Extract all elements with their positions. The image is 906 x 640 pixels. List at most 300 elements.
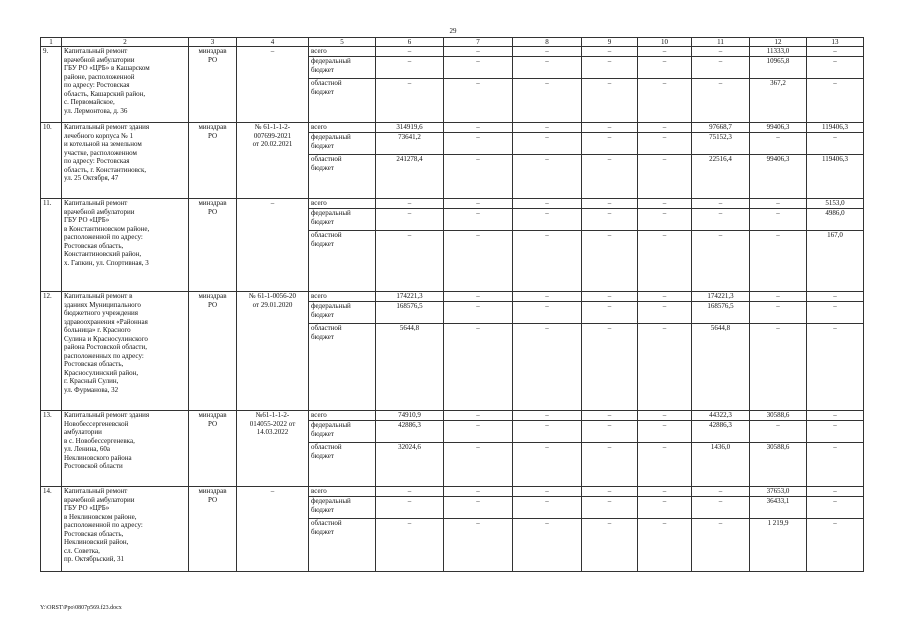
- amount-cell: –: [444, 209, 513, 231]
- amount-cell: –: [582, 487, 638, 497]
- amount-cell: –: [807, 57, 864, 79]
- amount-cell: –: [513, 443, 582, 487]
- amount-cell: –: [513, 421, 582, 443]
- text-line: бюджет: [311, 527, 334, 536]
- amount-cell: –: [444, 155, 513, 199]
- funding-source: [309, 302, 376, 324]
- amount-cell: 10965,8: [750, 57, 807, 79]
- text-line: г. Красный Сулин,: [64, 377, 119, 385]
- amount-cell: –: [750, 231, 807, 292]
- text-line: РО: [207, 55, 218, 64]
- amount-cell: 30588,6: [750, 411, 807, 421]
- text-line: 14.03.2022: [256, 428, 289, 436]
- amount-cell: 167,0: [807, 231, 864, 292]
- amount-cell: –: [638, 209, 692, 231]
- amount-cell: –: [444, 231, 513, 292]
- funding-source: [309, 155, 376, 199]
- text-line: бюджет: [311, 332, 334, 341]
- amount-cell: –: [513, 519, 582, 572]
- funding-source: [309, 487, 376, 497]
- amount-cell: –: [582, 231, 638, 292]
- amount-cell: –: [692, 231, 750, 292]
- amount-cell: –: [582, 123, 638, 133]
- text-line: –: [270, 199, 275, 207]
- text-line: Новобессергеневской: [64, 419, 129, 428]
- text-line: Красносулинский район,: [64, 368, 139, 377]
- header-cell: 2: [62, 38, 189, 47]
- amount-cell: –: [513, 123, 582, 133]
- funding-source: [309, 497, 376, 519]
- text-line: сл. Советка,: [64, 546, 100, 555]
- amount-cell: 367,2: [750, 79, 807, 123]
- text-line: областной: [311, 443, 342, 451]
- amount-cell: –: [444, 302, 513, 324]
- text-line: районе, расположенной: [64, 72, 135, 81]
- amount-cell: –: [807, 47, 864, 57]
- customer: [189, 411, 237, 487]
- amount-cell: 5644,8: [376, 324, 444, 411]
- text-line: федеральный: [311, 302, 351, 310]
- amount-cell: –: [444, 47, 513, 57]
- text-line: бюджет: [311, 141, 334, 150]
- text-line: в Константиновском районе,: [64, 224, 150, 233]
- amount-cell: –: [692, 209, 750, 231]
- expertise-doc: [237, 123, 309, 199]
- amount-cell: 30588,6: [750, 443, 807, 487]
- header-cell: 1: [41, 38, 62, 47]
- amount-cell: –: [807, 519, 864, 572]
- amount-cell: –: [692, 497, 750, 519]
- text-line: ГБУ РО «ЦРБ» в Кашарском: [64, 64, 150, 72]
- text-line: расположенной по адресу:: [64, 233, 143, 241]
- text-line: бюджет: [311, 65, 334, 74]
- object-name: [62, 292, 189, 411]
- amount-cell: –: [582, 411, 638, 421]
- amount-cell: 99406,3: [750, 155, 807, 199]
- text-line: минздрав: [198, 487, 227, 495]
- amount-cell: 4986,0: [807, 209, 864, 231]
- header-cell: 9: [582, 38, 638, 47]
- text-line: областной: [311, 231, 342, 239]
- header-cell: 7: [444, 38, 513, 47]
- amount-cell: –: [376, 79, 444, 123]
- text-line: РО: [207, 495, 218, 504]
- text-line: бюджет: [311, 310, 334, 319]
- text-line: Неклиновский район,: [64, 538, 129, 546]
- amount-cell: –: [582, 519, 638, 572]
- amount-cell: –: [444, 497, 513, 519]
- amount-cell: –: [513, 133, 582, 155]
- amount-cell: 119406,3: [807, 123, 864, 133]
- text-line: областной: [311, 519, 342, 527]
- text-line: ГБУ РО «ЦРБ»: [64, 216, 110, 224]
- funding-source: [309, 421, 376, 443]
- amount-cell: 119406,3: [807, 155, 864, 199]
- text-line: РО: [207, 300, 218, 309]
- table-row: [41, 199, 864, 209]
- table-row: [41, 411, 864, 421]
- amount-cell: –: [582, 57, 638, 79]
- amount-cell: –: [638, 411, 692, 421]
- text-line: всего: [311, 47, 327, 55]
- amount-cell: –: [444, 487, 513, 497]
- funding-source: [309, 79, 376, 123]
- amount-cell: –: [582, 421, 638, 443]
- text-line: пр. Октябрьский, 31: [64, 555, 125, 563]
- file-path-footer: Y:\ORST\Ppo\0807p569.f23.docx: [40, 605, 122, 611]
- text-line: зданиях Муниципального: [64, 300, 141, 309]
- amount-cell: –: [692, 79, 750, 123]
- amount-cell: –: [582, 133, 638, 155]
- amount-cell: –: [638, 133, 692, 155]
- amount-cell: –: [638, 231, 692, 292]
- amount-cell: –: [638, 47, 692, 57]
- text-line: 007699-2021: [253, 131, 292, 140]
- header-cell: 11: [692, 38, 750, 47]
- amount-cell: –: [513, 302, 582, 324]
- object-name: [62, 47, 189, 123]
- text-line: федеральный: [311, 57, 351, 65]
- text-line: № 61-1-0056-20: [249, 292, 296, 300]
- amount-cell: –: [444, 57, 513, 79]
- amount-cell: –: [582, 497, 638, 519]
- amount-cell: –: [444, 421, 513, 443]
- funding-source: [309, 443, 376, 487]
- amount-cell: –: [750, 324, 807, 411]
- amount-cell: 168576,5: [692, 302, 750, 324]
- funding-source: [309, 324, 376, 411]
- amount-cell: –: [582, 292, 638, 302]
- funding-source: [309, 133, 376, 155]
- text-line: федеральный: [311, 209, 351, 217]
- amount-cell: –: [376, 231, 444, 292]
- amount-cell: –: [692, 519, 750, 572]
- amount-cell: –: [692, 47, 750, 57]
- amount-cell: –: [807, 292, 864, 302]
- amount-cell: –: [582, 199, 638, 209]
- amount-cell: –: [376, 487, 444, 497]
- text-line: амбулатории: [64, 428, 102, 436]
- text-line: Ростовская область,: [64, 360, 124, 368]
- amount-cell: –: [807, 79, 864, 123]
- object-name: [62, 123, 189, 199]
- header-cell: 12: [750, 38, 807, 47]
- text-line: минздрав: [198, 123, 227, 131]
- amount-cell: –: [444, 133, 513, 155]
- text-line: Капитальный ремонт: [64, 47, 128, 55]
- text-line: бюджет: [311, 429, 334, 438]
- amount-cell: –: [807, 497, 864, 519]
- text-line: –: [270, 487, 275, 495]
- amount-cell: –: [807, 421, 864, 443]
- text-line: здравоохранения «Районная: [64, 317, 148, 326]
- text-line: ул. Лермонтова, д. 36: [64, 106, 128, 115]
- text-line: бюджет: [311, 217, 334, 226]
- text-line: Ростовская область,: [64, 529, 124, 538]
- header-cell: 8: [513, 38, 582, 47]
- amount-cell: –: [638, 302, 692, 324]
- amount-cell: 168576,5: [376, 302, 444, 324]
- amount-cell: 5644,8: [692, 324, 750, 411]
- text-line: бюджет: [311, 239, 334, 248]
- amount-cell: 99406,3: [750, 123, 807, 133]
- amount-cell: –: [376, 57, 444, 79]
- table-row: [41, 292, 864, 302]
- amount-cell: 42886,3: [692, 421, 750, 443]
- text-line: область, Кашарский район,: [64, 89, 146, 98]
- amount-cell: –: [513, 79, 582, 123]
- text-line: врачебной амбулатории: [64, 495, 135, 504]
- expertise-doc: [237, 411, 309, 487]
- amount-cell: –: [444, 443, 513, 487]
- amount-cell: –: [513, 47, 582, 57]
- text-line: всего: [311, 199, 327, 207]
- object-name: [62, 411, 189, 487]
- customer: [189, 47, 237, 123]
- amount-cell: 75152,3: [692, 133, 750, 155]
- amount-cell: –: [692, 57, 750, 79]
- text-line: врачебной амбулатории: [64, 55, 135, 64]
- text-line: 014055-2022 от: [249, 419, 296, 428]
- text-line: №61-1-1-2-: [255, 411, 290, 419]
- text-line: всего: [311, 411, 327, 419]
- header-cell: 10: [638, 38, 692, 47]
- amount-cell: –: [807, 302, 864, 324]
- amount-cell: 36433,1: [750, 497, 807, 519]
- amount-cell: –: [513, 497, 582, 519]
- text-line: в с. Новобессергеневка,: [64, 436, 135, 445]
- amount-cell: –: [750, 133, 807, 155]
- table-row: [41, 47, 864, 57]
- text-line: всего: [311, 292, 327, 300]
- amount-cell: –: [513, 155, 582, 199]
- text-line: Константиновский район,: [64, 250, 142, 258]
- expertise-doc: [237, 292, 309, 411]
- funding-source: [309, 47, 376, 57]
- text-line: бюджет: [311, 87, 334, 96]
- amount-cell: –: [444, 123, 513, 133]
- row-number: 14.: [41, 487, 62, 572]
- amount-cell: –: [638, 123, 692, 133]
- page-number: 29: [449, 27, 457, 35]
- text-line: Капитальный ремонт: [64, 199, 128, 207]
- text-line: врачебной амбулатории: [64, 207, 135, 216]
- amount-cell: 1 219,9: [750, 519, 807, 572]
- funding-source: [309, 292, 376, 302]
- amount-cell: –: [807, 443, 864, 487]
- object-name: [62, 199, 189, 292]
- text-line: Сулина и Красносулинского: [64, 334, 148, 343]
- amount-cell: –: [638, 292, 692, 302]
- funding-source: [309, 231, 376, 292]
- text-line: по адресу: Ростовская: [64, 81, 130, 89]
- text-line: областной: [311, 324, 342, 332]
- amount-cell: –: [807, 411, 864, 421]
- amount-cell: –: [638, 155, 692, 199]
- text-line: федеральный: [311, 133, 351, 141]
- text-line: участке, расположенном: [64, 148, 137, 157]
- amount-cell: –: [638, 57, 692, 79]
- expertise-doc: [237, 47, 309, 123]
- text-line: расположенных по адресу:: [64, 351, 144, 360]
- customer: [189, 123, 237, 199]
- amount-cell: –: [638, 497, 692, 519]
- text-line: область, г. Константиновск,: [64, 165, 147, 174]
- text-line: минздрав: [198, 47, 227, 55]
- text-line: федеральный: [311, 497, 351, 505]
- amount-cell: –: [444, 79, 513, 123]
- row-number: 13.: [41, 411, 62, 487]
- funding-source: [309, 411, 376, 421]
- amount-cell: –: [582, 209, 638, 231]
- amount-cell: –: [582, 155, 638, 199]
- amount-cell: –: [750, 199, 807, 209]
- amount-cell: –: [513, 487, 582, 497]
- amount-cell: 1436,0: [692, 443, 750, 487]
- amount-cell: –: [582, 302, 638, 324]
- amount-cell: –: [582, 47, 638, 57]
- text-line: по адресу: Ростовская: [64, 157, 130, 165]
- amount-cell: –: [513, 209, 582, 231]
- amount-cell: 174221,3: [376, 292, 444, 302]
- amount-cell: –: [376, 47, 444, 57]
- amount-cell: –: [750, 421, 807, 443]
- text-line: –: [270, 47, 275, 55]
- amount-cell: 42886,3: [376, 421, 444, 443]
- funding-source: [309, 519, 376, 572]
- header-cell: 5: [309, 38, 376, 47]
- expertise-doc: [237, 487, 309, 572]
- text-line: больница» г. Красного: [64, 326, 131, 334]
- amount-cell: –: [444, 199, 513, 209]
- amount-cell: –: [807, 133, 864, 155]
- amount-cell: –: [638, 79, 692, 123]
- amount-cell: –: [582, 443, 638, 487]
- amount-cell: 174221,3: [692, 292, 750, 302]
- funding-source: [309, 123, 376, 133]
- text-line: от 29.01.2020: [252, 300, 293, 309]
- amount-cell: –: [513, 324, 582, 411]
- amount-cell: –: [582, 79, 638, 123]
- amount-cell: –: [444, 519, 513, 572]
- amount-cell: 314919,6: [376, 123, 444, 133]
- text-line: № 61-1-1-2-: [254, 123, 291, 131]
- amount-cell: –: [513, 231, 582, 292]
- amount-cell: 32024,6: [376, 443, 444, 487]
- text-line: в Неклиновском районе,: [64, 512, 137, 521]
- funding-source: [309, 209, 376, 231]
- text-line: бюджет: [311, 505, 334, 514]
- amount-cell: –: [638, 519, 692, 572]
- object-name: [62, 487, 189, 572]
- amount-cell: 97668,7: [692, 123, 750, 133]
- amount-cell: –: [692, 487, 750, 497]
- text-line: РО: [207, 131, 218, 140]
- amount-cell: 73641,2: [376, 133, 444, 155]
- amount-cell: –: [376, 209, 444, 231]
- amount-cell: 22516,4: [692, 155, 750, 199]
- text-line: ул. Фурманова, 32: [64, 385, 119, 394]
- customer: [189, 487, 237, 572]
- text-line: федеральный: [311, 421, 351, 429]
- header-cell: 13: [807, 38, 864, 47]
- text-line: Капитальный ремонт здания: [64, 123, 150, 131]
- text-line: бюджетного учреждения: [64, 309, 138, 317]
- customer: [189, 199, 237, 292]
- text-line: ул. Ленина, 60а: [64, 445, 110, 453]
- amount-cell: –: [444, 411, 513, 421]
- text-line: областной: [311, 155, 342, 163]
- expertise-doc: [237, 199, 309, 292]
- header-cell: 6: [376, 38, 444, 47]
- table-row: [41, 123, 864, 133]
- amount-cell: –: [638, 324, 692, 411]
- text-line: бюджет: [311, 451, 334, 460]
- text-line: РО: [207, 207, 218, 216]
- header-cell: 3: [189, 38, 237, 47]
- amount-cell: –: [807, 324, 864, 411]
- text-line: Ростовской области: [64, 462, 123, 470]
- text-line: областной: [311, 79, 342, 87]
- funding-source: [309, 199, 376, 209]
- text-line: ГБУ РО «ЦРБ»: [64, 504, 110, 512]
- table-row: [41, 487, 864, 497]
- amount-cell: 241278,4: [376, 155, 444, 199]
- text-line: бюджет: [311, 163, 334, 172]
- budget-table: [40, 37, 864, 572]
- amount-cell: –: [513, 199, 582, 209]
- text-line: Капитальный ремонт в: [64, 292, 133, 300]
- amount-cell: –: [638, 199, 692, 209]
- amount-cell: –: [750, 292, 807, 302]
- funding-source: [309, 57, 376, 79]
- amount-cell: 37653,0: [750, 487, 807, 497]
- amount-cell: –: [692, 199, 750, 209]
- text-line: Ростовская область,: [64, 241, 124, 250]
- amount-cell: 11333,0: [750, 47, 807, 57]
- header-cell: 4: [237, 38, 309, 47]
- text-line: минздрав: [198, 292, 227, 300]
- amount-cell: –: [750, 209, 807, 231]
- row-number: 10.: [41, 123, 62, 199]
- row-number: 12.: [41, 292, 62, 411]
- text-line: Неклиновского района: [64, 453, 132, 462]
- amount-cell: –: [638, 443, 692, 487]
- amount-cell: –: [638, 421, 692, 443]
- amount-cell: –: [638, 487, 692, 497]
- amount-cell: –: [444, 292, 513, 302]
- text-line: с. Первомайское,: [64, 98, 115, 106]
- customer: [189, 292, 237, 411]
- amount-cell: 44322,3: [692, 411, 750, 421]
- amount-cell: –: [376, 497, 444, 519]
- amount-cell: –: [582, 324, 638, 411]
- text-line: х. Гапкин, ул. Спортивная, 3: [64, 258, 149, 267]
- amount-cell: –: [376, 519, 444, 572]
- text-line: Капитальный ремонт здания: [64, 411, 150, 419]
- amount-cell: –: [513, 411, 582, 421]
- amount-cell: –: [513, 292, 582, 302]
- amount-cell: –: [513, 57, 582, 79]
- amount-cell: 5153,0: [807, 199, 864, 209]
- text-line: всего: [311, 487, 327, 495]
- text-line: минздрав: [198, 199, 227, 207]
- text-line: и котельной на земельном: [64, 140, 142, 148]
- amount-cell: –: [807, 487, 864, 497]
- amount-cell: –: [750, 302, 807, 324]
- text-line: лечебного корпуса № 1: [64, 131, 134, 140]
- amount-cell: –: [376, 199, 444, 209]
